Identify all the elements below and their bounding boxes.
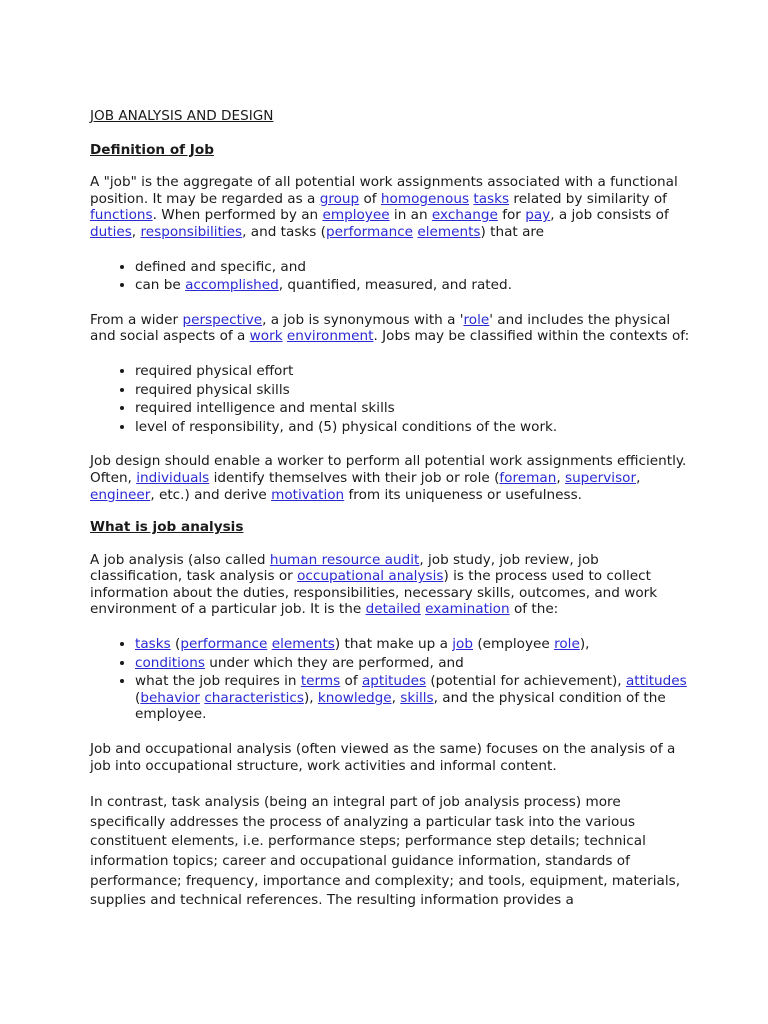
link-tasks[interactable]: tasks — [473, 190, 510, 207]
link-detailed[interactable]: detailed — [365, 601, 421, 618]
text-run: , — [556, 469, 565, 486]
link-tasks[interactable]: tasks — [135, 636, 171, 653]
list-item — [135, 636, 690, 653]
link-examination[interactable]: examination — [425, 601, 510, 618]
link-responsibilities[interactable]: responsibilities — [140, 223, 243, 240]
link-perspective[interactable]: perspective — [182, 311, 263, 328]
text-run: ) is the process used to collect information about the duties, responsibilities, necessary skills, outcomes, and work environment of a particular job. It is the — [90, 568, 658, 618]
text-run: A "job" is the aggregate of all potential work assignments associated with a functional position. It may be regarded as a — [90, 174, 678, 207]
link-terms[interactable]: terms — [300, 673, 341, 690]
document-title: JOB ANALYSIS AND DESIGN — [90, 108, 274, 124]
link-behavior[interactable]: behavior — [140, 689, 200, 706]
text-run: , a job consists of — [550, 207, 669, 224]
text-run: . Jobs may be classified within the contexts of: — [373, 328, 690, 345]
link-employee[interactable]: employee — [322, 207, 390, 224]
text-run: can be — [135, 277, 186, 294]
text-run: , and tasks ( — [242, 223, 326, 240]
list-item — [135, 400, 690, 417]
link-supervisor[interactable]: supervisor — [564, 469, 637, 486]
link-human-resource-audit[interactable]: human resource audit — [269, 551, 420, 568]
text-run: of — [359, 190, 381, 207]
link-foreman[interactable]: foreman — [499, 469, 557, 486]
list-item — [135, 655, 690, 672]
text-run: level of responsibility, and (5) physical conditions of the work. — [135, 418, 558, 435]
paragraph-perspective — [90, 312, 690, 345]
paragraph-job-design — [90, 453, 690, 503]
link-pay[interactable]: pay — [525, 207, 551, 224]
link-elements[interactable]: elements — [271, 636, 335, 653]
text-run: ), — [303, 689, 318, 706]
text-run: , — [636, 469, 641, 486]
document-body — [90, 108, 690, 911]
link-job[interactable]: job — [452, 636, 474, 653]
text-run: what the job requires in — [135, 673, 301, 690]
text-run: A job analysis (also called — [90, 551, 270, 568]
link-performance[interactable]: performance — [325, 223, 414, 240]
paragraph-occupational-analysis: Job and occupational analysis (often viewed as the same) focuses on the analysis of a job into occupational structure, work activities and informal content. — [90, 741, 676, 774]
text-run: , job study, job review, job classification, task analysis or — [90, 551, 599, 585]
text-run: , etc.) and derive — [150, 486, 272, 503]
text-run: from its uniqueness or usefulness. — [344, 486, 582, 503]
text-run: defined and specific, and — [135, 258, 306, 275]
text-run: , quantified, measured, and rated. — [278, 277, 512, 294]
text-run: ) that are — [480, 223, 545, 240]
link-aptitudes[interactable]: aptitudes — [361, 673, 427, 690]
link-accomplished[interactable]: accomplished — [185, 277, 279, 294]
text-run: under which they are performed, and — [204, 654, 464, 671]
text-run: , — [131, 223, 141, 240]
link-engineer[interactable]: engineer — [90, 486, 151, 503]
link-occupational-analysis[interactable]: occupational analysis — [297, 568, 444, 585]
text-run: in an — [389, 207, 432, 224]
text-run: of the: — [509, 601, 559, 618]
link-functions[interactable]: functions — [90, 207, 153, 224]
link-characteristics[interactable]: characteristics — [204, 689, 304, 706]
list-job-contexts — [90, 363, 690, 435]
list-item — [135, 363, 690, 380]
text-run: , and the physical condition of the employee. — [135, 689, 666, 723]
link-individuals[interactable]: individuals — [136, 469, 210, 486]
text-run: (employee — [473, 636, 555, 653]
text-run: ), — [579, 636, 590, 653]
text-run: Job design should enable a worker to perform all potential work assignments efficiently. Often, — [90, 453, 687, 486]
text-run: , a job is synonymous with a ' — [262, 311, 464, 328]
text-run: required physical effort — [135, 362, 294, 379]
link-conditions[interactable]: conditions — [135, 654, 205, 671]
list-item — [135, 259, 690, 276]
link-environment[interactable]: environment — [286, 328, 374, 345]
text-run: ( — [135, 689, 141, 706]
text-run: , — [391, 689, 401, 706]
link-work[interactable]: work — [249, 328, 283, 345]
paragraph-task-analysis: In contrast, task analysis (being an integral part of job analysis process) more specifically addresses the process of analyzing a particular task into the various constituent elements, i.e. performance steps; performance step details; technical information topics; career and occupational guidance information, standards of performance; frequency, importance and complexity; and tools, equipment, materials, supplies and technical references. The resulting information provides a — [90, 794, 681, 909]
text-run: required intelligence and mental skills — [135, 400, 395, 417]
list-item — [135, 673, 690, 723]
list-job-properties — [90, 259, 690, 294]
text-run: for — [497, 207, 526, 224]
link-role[interactable]: role — [463, 311, 490, 328]
link-knowledge[interactable]: knowledge — [317, 689, 392, 706]
heading-what-is-job-analysis: What is job analysis — [90, 519, 244, 536]
link-elements[interactable]: elements — [417, 223, 481, 240]
text-run: (potential for achievement), — [426, 673, 626, 690]
text-run: ' and includes the physical and social aspects of a — [90, 311, 671, 345]
text-run: of — [340, 673, 362, 690]
link-motivation[interactable]: motivation — [271, 486, 345, 503]
text-run: ) that make up a — [334, 636, 453, 653]
text-run: . When performed by an — [152, 207, 323, 224]
text-run: required physical skills — [135, 381, 290, 398]
paragraph-job-analysis — [90, 552, 690, 618]
link-exchange[interactable]: exchange — [431, 207, 498, 224]
list-item — [135, 277, 690, 294]
heading-definition-of-job: Definition of Job — [90, 141, 214, 158]
link-homogenous[interactable]: homogenous — [380, 190, 470, 207]
link-attitudes[interactable]: attitudes — [625, 673, 687, 690]
text-run: From a wider — [90, 311, 183, 328]
link-role[interactable]: role — [554, 636, 580, 653]
link-performance[interactable]: performance — [180, 636, 268, 653]
link-skills[interactable]: skills — [400, 689, 434, 706]
list-examination-items — [90, 636, 690, 723]
paragraph-definition — [90, 174, 690, 240]
link-group[interactable]: group — [319, 190, 360, 207]
list-item — [135, 382, 690, 399]
text-run: identify themselves with their job or role ( — [209, 469, 500, 486]
text-run: ( — [170, 636, 181, 653]
link-duties[interactable]: duties — [90, 223, 132, 240]
text-run: related by similarity of — [509, 190, 667, 207]
list-item — [135, 419, 690, 436]
